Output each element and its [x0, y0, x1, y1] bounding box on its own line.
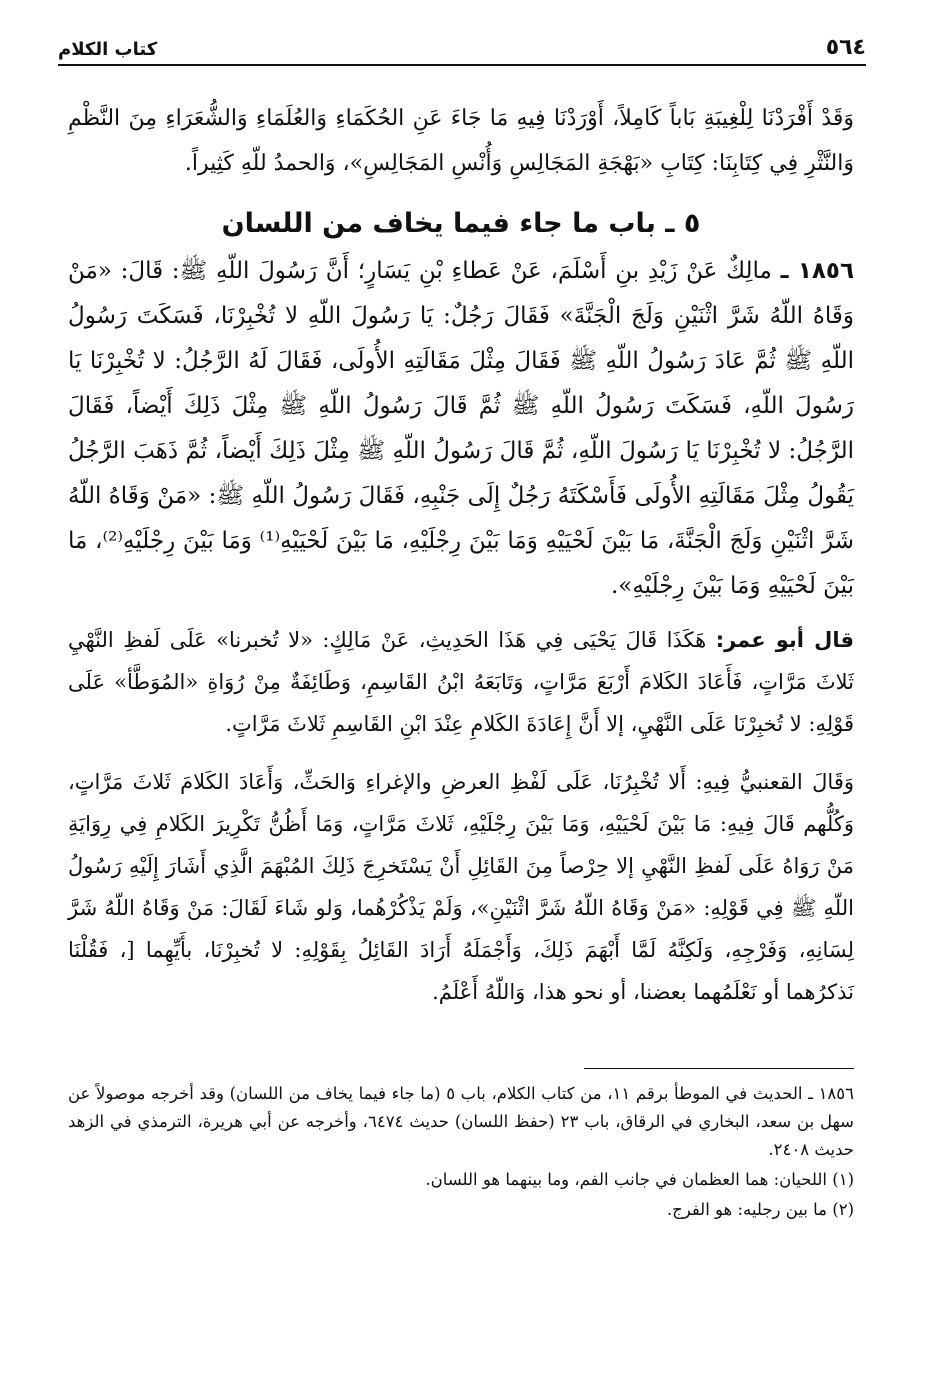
- footnotes: [68, 1080, 854, 1226]
- footnote-divider: [584, 1068, 854, 1069]
- hadith-text: مالِكٌ عَنْ زَيْدِ بنِ أَسْلَمَ، عَنْ عَطاءِ بْنِ يَسَارٍ؛ أَنَّ رَسُولَ اللّهِ ﷺ: قَالَ: «مَنْ وَقَاهُ اللّهُ شَرَّ اثْنَيْنِ وَلَجَ الْجَنَّةَ» فَقَالَ رَجُلٌ: يَا رَسُولَ اللّهِ لا تُخْبِرْنَا، فَسَكَتَ رَسُولُ اللّهِ ﷺ ثُمَّ عَادَ رَسُولُ اللّهِ ﷺ فَقَالَ مِثْلَ مَقَالَتِهِ الأُولَى، فَقَالَ لَهُ الرَّجُلُ: لا تُخْبِرْنَا يَا رَسُولَ اللّهِ، فَسَكَتَ رَسُولُ اللّهِ ﷺ ثُمَّ قَالَ رَسُولُ اللّهِ ﷺ مِثْلَ ذَلِكَ أَيْضاً، فَقَالَ الرَّجُلُ: لا تُخْبِرْنَا يَا رَسُولَ اللّهِ، ثُمَّ قَالَ رَسُولُ اللّهِ ﷺ مِثْلَ ذَلِكَ أَيْضاً، ثُمَّ ذَهَبَ الرَّجُلُ يَقُولُ مِثْلَ مَقَالَتِهِ الأُولَى فَأَسْكَتَهُ رَجُلٌ إِلَى جَنْبِهِ، فَقَالَ رَسُولُ اللّهِ ﷺ: «مَنْ وَقَاهُ اللّهُ شَرَّ اثْنَيْنِ وَلَجَ الْجَنَّةَ، مَا بَيْنَ لَحْيَيْهِ وَمَا بَيْنَ رِجْلَيْهِ، مَا بَيْنَ لَحْيَيْهِ⁽¹⁾ وَمَا بَيْنَ رِجْلَيْهِ⁽²⁾، مَا بَيْنَ لَحْيَيْهِ وَمَا بَيْنَ رِجْلَيْهِ».: [68, 258, 854, 599]
- chapter-title: ٥ ـ باب ما جاء فيما يخاف من اللسان: [221, 208, 701, 239]
- hadith-number: ١٨٥٦ ـ: [780, 258, 854, 284]
- footnote-main: ١٨٥٦ ـ الحديث في الموطأ برقم ١١، من كتاب الكلام، باب ٥ (ما جاء فيما يخاف من اللسان) وقد أخرجه موصولاً عن سهل بن سعد، البخاري في الرقاق، باب ٢٣ (حفظ اللسان) حديث ٦٤٧٤، وأخرجه عن أبي هريرة، الترمذي في الزهد حديث ٢٤٠٨.: [68, 1084, 855, 1159]
- running-header: [58, 30, 866, 66]
- page-body: [68, 96, 854, 1013]
- intro-paragraph: وَقَدْ أَفْرَدْنَا لِلْغِيبَةِ بَاباً كَامِلاً، أَوْرَدْنَا فِيهِ مَا جَاءَ عَنِ الحُكَمَاءِ وَالعُلَمَاءِ وَالشُّعَرَاءِ مِنَ النَّظْمِ وَالنَّثْرِ فِي كِتَابِنَا: كِتَابِ «بَهْجَةِ المَجَالِسِ وَأُنْسِ المَجَالِسِ»، وَالحمدُ للّهِ كَثِيراً.: [68, 106, 855, 176]
- page-number: ٥٦٤: [825, 35, 866, 60]
- commentary-paragraph-1: [68, 619, 854, 745]
- footnote-1: (١) اللحيان: هما العظمان في جانب الفم، وما بينهما هو اللسان.: [425, 1170, 854, 1189]
- running-title: كتاب الكلام: [58, 39, 158, 60]
- commentary-paragraph-2: [68, 761, 854, 1013]
- hadith-paragraph: [68, 249, 854, 609]
- commentary-text-1: هَكَذَا قَالَ يَحْيَى فِي هَذَا الحَدِيثِ، عَنْ مَالِكٍ: «لا تُخبرنا» عَلَى لَفظِ النَّهْيِ ثَلاثَ مَرَّاتٍ، فَأَعَادَ الكَلامَ أَرْبَعَ مَرَّاتٍ، وَتَابَعَهُ ابْنُ القَاسِمِ، وَطَائِفَةٌ مِنْ رُوَاةِ «المُوَطَّأ» عَلَى قَوْلِهِ: لا تُخبِرْنَا عَلَى النَّهْيِ، إلا أَنَّ إِعَادَةَ الكَلامِ عِنْدَ ابْنِ القَاسِمِ ثَلاثَ مَرَّاتٍ.: [68, 628, 854, 736]
- commentary-lead: قال أبو عمر:: [715, 628, 854, 652]
- commentary-text-2: وَقَالَ القعنبيُّ فِيهِ: أَلا تُخْبِرُنَا، عَلَى لَفْظِ العرضِ والإغراءِ وَالحَثِّ، وَأَعَادَ الكَلامَ ثَلاثَ مَرَّاتٍ، وَكُلُّهم قَالَ فِيهِ: مَا بَيْنَ لَحْيَيْهِ، وَمَا بَيْنَ رِجْلَيْهِ، ثَلاثَ مَرَّاتٍ، وَمَا أَظُنُّ تَكْرِيرَ الكَلامِ فِي رِوَايَةِ مَنْ رَوَاهُ عَلَى لَفظِ النَّهْيِ إلا حِرْصاً مِنَ القَائِلِ أَنْ يَسْتَخرِجَ ذَلِكَ المُبْهَمَ الَّذِي أَشَارَ إِلَيْهِ رَسُولُ اللّهِ ﷺ فِي قَوْلِهِ: «مَنْ وَقَاهُ اللّهُ شَرَّ اثْنَيْنِ»، وَلَمْ يَذْكُرْهُما، وَلو شَاءَ لَقَالَ: مَنْ وَقَاهُ اللّهُ شَرَّ لِسَانِهِ، وَفَرْجِهِ، وَلَكِنَّهُ لَمَّا أَبْهَمَ ذَلِكَ، وَأَجْمَلَهُ أَرَادَ القَائِلُ بِقَوْلِهِ: لا تُخبِرْنَا، بأَيِّهِما [، فَقُلْنَا نَذكرُهما أو نَعْلَمُهما بعضنا، أو نحو هذا، وَاللّهُ أَعْلَمُ.: [68, 770, 854, 1004]
- footnote-2: (٢) ما بين رجليه: هو الفرج.: [666, 1200, 854, 1219]
